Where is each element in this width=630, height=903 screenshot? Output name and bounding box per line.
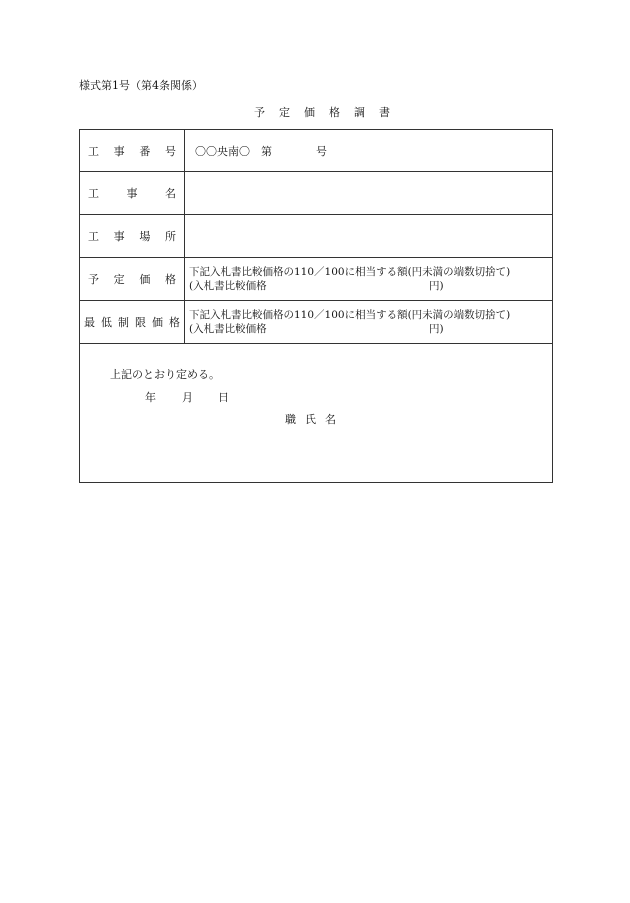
label-char: 場	[139, 230, 151, 243]
label-char: 所	[164, 230, 176, 243]
row-work-name	[80, 172, 553, 215]
label-char: 事	[113, 230, 125, 243]
planned-price-line1: 下記入札書比較価格の110／100に相当する額(円未満の端数切捨て)	[189, 266, 511, 278]
signer-label[interactable]: 職氏名	[285, 413, 345, 426]
label-char: 工	[88, 144, 99, 158]
label-cell	[80, 130, 185, 172]
label-work-name	[80, 185, 184, 201]
label-char: 工	[88, 230, 99, 243]
document-title: 予定価格調書	[254, 106, 404, 119]
label-cell	[80, 258, 185, 301]
decision-remark: 上記のとおり定める。	[110, 368, 220, 381]
label-minimum-price	[80, 314, 184, 330]
label-char: 号	[164, 144, 176, 158]
label-char: 限	[135, 316, 146, 329]
label-char: 制	[118, 316, 129, 329]
planned-price-line2	[189, 279, 552, 293]
value-work-number[interactable]: 〇〇央南〇 第 号	[195, 144, 327, 158]
row-decision	[80, 344, 553, 483]
date-day: 日	[218, 391, 229, 404]
row-minimum-price	[80, 301, 553, 344]
label-char: 工	[88, 187, 99, 200]
label-char: 低	[101, 316, 112, 329]
label-work-number	[80, 143, 184, 159]
minimum-price-line2-end: 円)	[429, 323, 444, 335]
decision-cell	[80, 344, 553, 483]
label-cell	[80, 215, 185, 258]
label-char: 事	[126, 187, 138, 200]
row-work-number	[80, 130, 553, 172]
value-cell	[185, 301, 553, 344]
label-cell	[80, 301, 185, 344]
date-month: 月	[182, 391, 193, 404]
label-char: 格	[164, 273, 176, 286]
label-work-location	[80, 228, 184, 244]
value-minimum-price[interactable]	[185, 308, 552, 336]
label-char: 格	[169, 316, 180, 329]
label-char: 最	[84, 316, 95, 329]
label-char: 定	[113, 273, 125, 286]
date-year: 年	[145, 391, 156, 404]
value-cell	[185, 215, 553, 258]
planned-price-line2-end: 円)	[429, 280, 444, 292]
form-number: 様式第1号（第4条関係）	[79, 79, 203, 92]
label-char: 事	[113, 144, 125, 158]
price-form-table	[79, 129, 553, 483]
label-planned-price	[80, 271, 184, 287]
label-cell	[80, 172, 185, 215]
value-cell	[185, 258, 553, 301]
row-planned-price	[80, 258, 553, 301]
label-char: 予	[88, 273, 99, 286]
value-cell	[185, 172, 553, 215]
planned-price-line2-start: (入札書比較価格	[189, 280, 267, 292]
label-char: 価	[152, 316, 163, 329]
value-planned-price[interactable]	[185, 265, 552, 293]
label-char: 価	[139, 273, 151, 286]
minimum-price-line2-start: (入札書比較価格	[189, 323, 267, 335]
minimum-price-line2	[189, 322, 552, 336]
minimum-price-line1: 下記入札書比較価格の110／100に相当する額(円未満の端数切捨て)	[189, 309, 511, 321]
value-cell	[185, 130, 553, 172]
label-char: 番	[139, 144, 151, 158]
label-char: 名	[165, 187, 176, 200]
row-work-location	[80, 215, 553, 258]
